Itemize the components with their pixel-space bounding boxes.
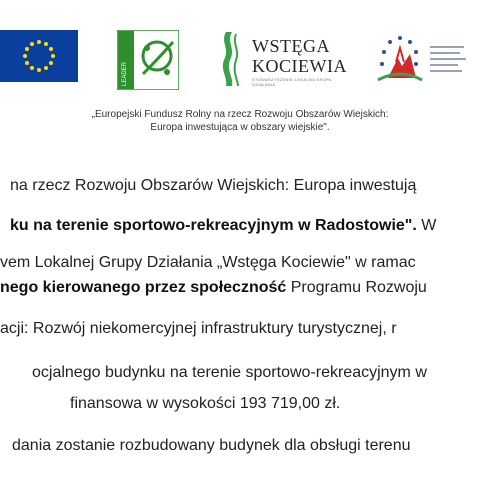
leader-logo <box>117 30 179 90</box>
body-line-4-bold: nego kierowanego przez społeczność <box>0 279 287 296</box>
fund-caption <box>0 108 480 134</box>
body-line-2 <box>10 216 436 236</box>
wstega-wordmark <box>252 36 347 76</box>
body-line-3: vem Lokalnej Grupy Działania „Wstęga Kociewie" w ramac <box>0 254 416 271</box>
caption-line-2: Europa inwestująca w obszary wiejskie". <box>150 122 330 133</box>
wstega-line2: KOCIEWIA <box>252 56 347 76</box>
body-line-8: dania zostanie rozbudowany budynek dla obsługi terenu <box>12 437 411 454</box>
body-line-4 <box>0 278 427 298</box>
leader-emblem-icon <box>117 30 179 90</box>
logo-strip <box>0 0 480 100</box>
body-line-6: ocjalnego budynku na terenie sportowo-rekreacyjnym w <box>32 364 427 381</box>
eu-stars-icon <box>0 30 78 82</box>
body-line-7: finansowa w wysokości 193 719,00 zł. <box>70 395 341 412</box>
body-line-5: acji: Rozwój niekomercyjnej infrastruktury turystycznej, r <box>0 320 397 337</box>
regional-emblem-icon <box>372 28 480 92</box>
eu-flag-logo <box>0 30 78 82</box>
svg-text:LEADER: LEADER <box>122 61 128 86</box>
wstega-kociewia-logo <box>218 30 350 88</box>
ribbon-icon <box>218 30 250 88</box>
lgd-regional-logo <box>372 28 480 92</box>
body-line-4-rest: Programu Rozwoju <box>286 279 427 296</box>
caption-line-1: „Europejski Fundusz Rolny na rzecz Rozwoju Obszarów Wiejskich: <box>91 109 389 120</box>
body-line-2-bold: ku na terenie sportowo-rekreacyjnym w Radostowie". <box>10 217 417 234</box>
wstega-line1: WSTĘGA <box>252 36 330 56</box>
body-line-2-rest: W <box>416 217 437 234</box>
wstega-tagline: STOWARZYSZENIE LOKALNA GRUPA DZIAŁANIA <box>252 77 332 87</box>
body-line-1: na rzecz Rozwoju Obszarów Wiejskich: Europa inwestują <box>10 177 417 194</box>
